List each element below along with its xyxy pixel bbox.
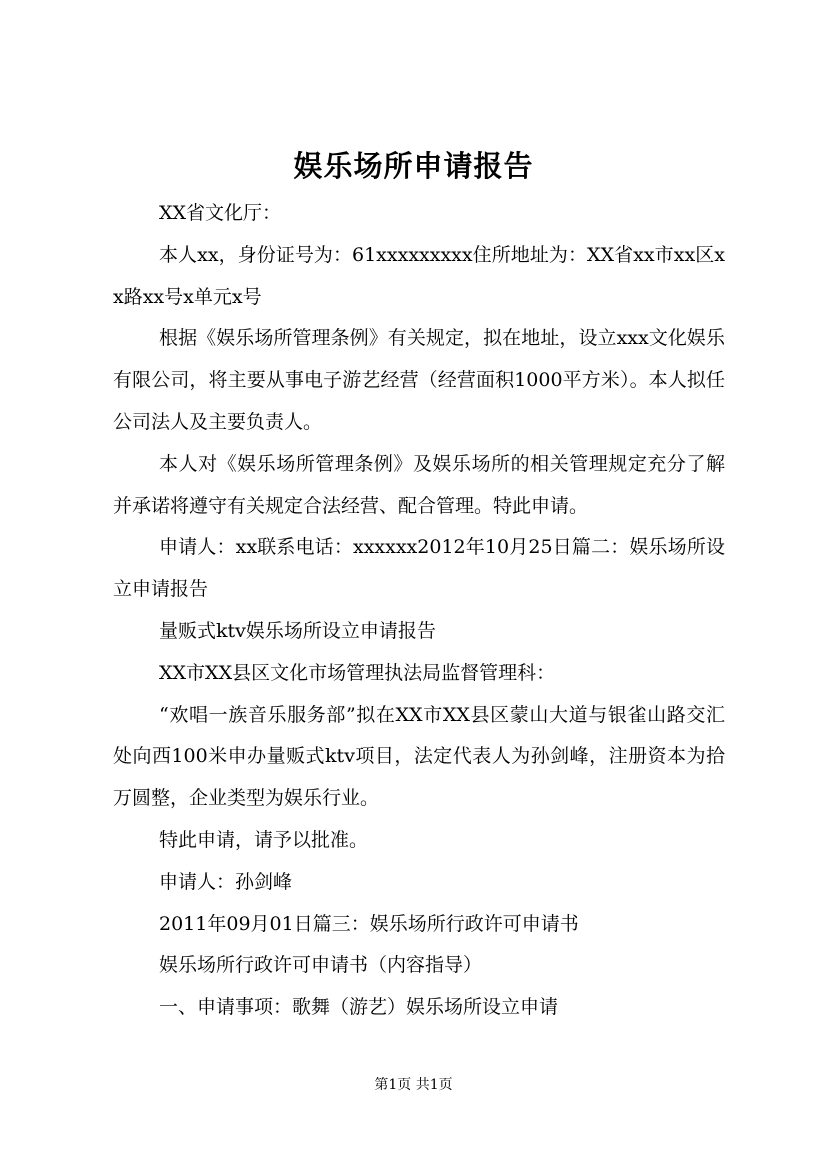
paragraph-commitment: 本人对《娱乐场所管理条例》及娱乐场所的相关管理规定充分了解并承诺将遵守有关规定合法经营、配合管理。特此申请。 xyxy=(113,452,725,517)
paragraph-ktv-title: 量贩式ktv娱乐场所设立申请报告 xyxy=(159,619,436,642)
paragraph-request: 特此申请，请予以批准。 xyxy=(159,828,369,851)
paragraph-permit-title: 娱乐场所行政许可申请书（内容指导） xyxy=(159,954,483,977)
paragraph-item-1: 一、申请事项：歌舞（游艺）娱乐场所设立申请 xyxy=(159,996,559,1019)
paragraph-establishment: 根据《娱乐场所管理条例》有关规定，拟在地址，设立xxx文化娱乐有限公司，将主要从事电子游艺经营（经营面积1000平方米）。本人拟任公司法人及主要负责人。 xyxy=(113,327,725,433)
paragraph-addressee-2: XX市XX县区文化市场管理执法局监督管理科： xyxy=(159,661,556,684)
paragraph-signature-1: 申请人：xx联系电话：xxxxxx2012年10月25日篇二：娱乐场所设立申请报告 xyxy=(113,536,725,601)
paragraph-addressee: XX省文化厅： xyxy=(159,202,282,224)
document-title: 娱乐场所申请报告 xyxy=(293,149,534,183)
paragraph-signature-2: 申请人：孙剑峰 xyxy=(159,870,293,893)
page-footer: 第1页 共1页 xyxy=(374,1077,453,1093)
document-body xyxy=(113,193,725,1029)
paragraph-date-3: 2011年09月01日篇三：娱乐场所行政许可申请书 xyxy=(159,912,579,935)
paragraph-ktv-details: “欢唱一族音乐服务部”拟在XX市XX县区蒙山大道与银雀山路交汇处向西100米申办量贩式ktv项目，法定代表人为孙剑峰，注册资本为拾万圆整，企业类型为娱乐行业。 xyxy=(113,703,725,810)
paragraph-applicant-info: 本人xx，身份证号为：61xxxxxxxxx住所地址为：XX省xx市xx区xx路xx号x单元x号 xyxy=(113,243,725,308)
